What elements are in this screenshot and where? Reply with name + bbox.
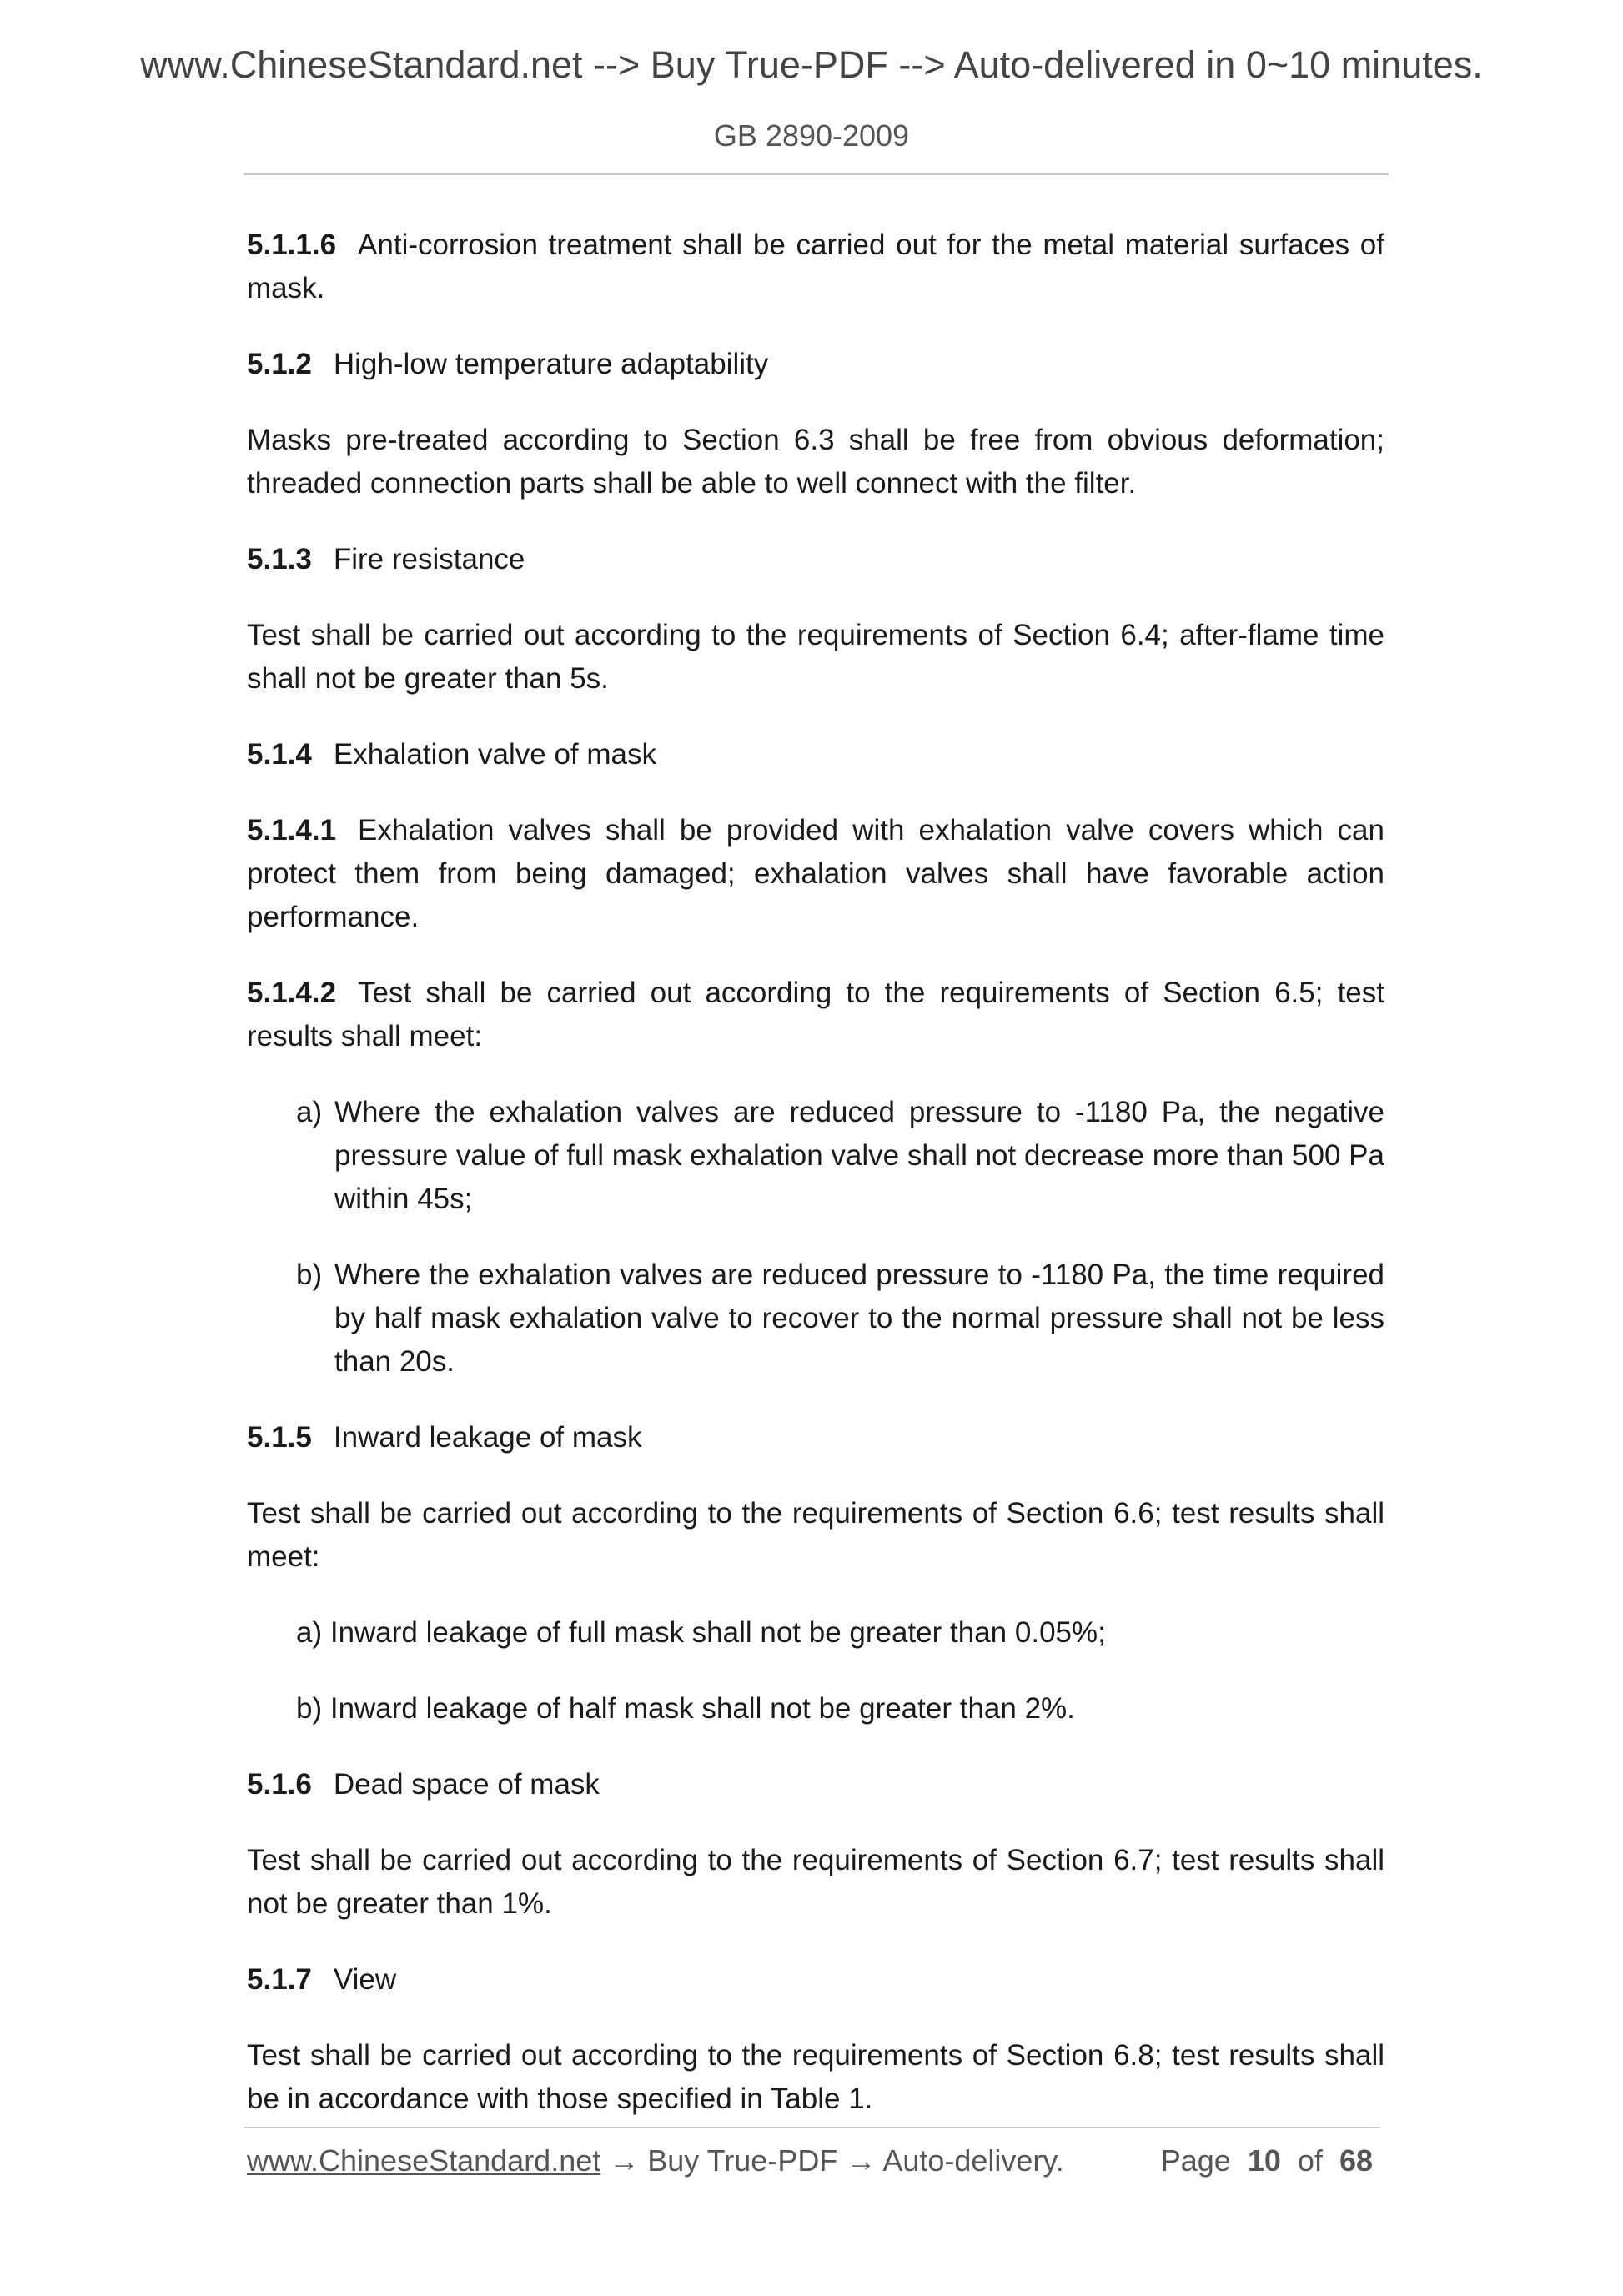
clause-number: 5.1.6 — [247, 1768, 312, 1801]
list-text: Where the exhalation valves are reduced pressure to -1180 Pa, the time required by half mask exhalation valve to recover to the normal pressure shall not be less than 20s. — [334, 1259, 1384, 1378]
document-id: GB 2890-2009 — [713, 118, 910, 153]
clause-number: 5.1.2 — [247, 348, 312, 380]
paragraph-5-1-5: Test shall be carried out according to the requirements of Section 6.6; test results shall meet: — [247, 1497, 1384, 1573]
clause-text: Exhalation valves shall be provided with exhalation valve covers which can protect them from being damaged; exhalation valves shall have favorable action performance. — [247, 814, 1384, 933]
page-content — [247, 224, 1384, 2153]
clause-number: 5.1.1.6 — [247, 229, 337, 261]
page-label: Page — [1160, 2143, 1231, 2178]
paragraph-5-1-6: Test shall be carried out according to the requirements of Section 6.7; test results shall not be greater than 1%. — [247, 1844, 1384, 1920]
footer-site-link[interactable]: www.ChineseStandard.net — [247, 2143, 601, 2178]
clause-5-1-4-1 — [247, 809, 1384, 939]
footer-divider — [244, 2127, 1380, 2128]
list-marker: b) — [296, 1259, 323, 1291]
heading-5-1-2 — [247, 343, 1384, 386]
clause-title: Inward leakage of mask — [333, 1421, 642, 1454]
footer-promo — [247, 2143, 1064, 2178]
page-footer — [247, 2143, 1384, 2193]
of-label: of — [1297, 2143, 1323, 2178]
clause-5-1-4-2 — [247, 972, 1384, 1058]
list-marker: a) — [296, 1096, 323, 1128]
footer-promo-text: → Buy True-PDF → Auto-delivery. — [600, 2143, 1064, 2178]
paragraph-5-1-7: Test shall be carried out according to the requirements of Section 6.8; test results shall be in accordance with those specified in Table 1. — [247, 2039, 1384, 2115]
clause-number: 5.1.3 — [247, 543, 312, 575]
clause-title: High-low temperature adaptability — [333, 348, 769, 380]
paragraph-5-1-3: Test shall be carried out according to the requirements of Section 6.4; after-flame time shall not be greater than 5s. — [247, 619, 1384, 695]
clause-title: Exhalation valve of mask — [333, 738, 656, 771]
heading-5-1-5 — [247, 1416, 1384, 1459]
list-text: Where the exhalation valves are reduced pressure to -1180 Pa, the negative pressure value of full mask exhalation valve shall not decrease more than 500 Pa within 45s; — [334, 1096, 1384, 1215]
list-item: b) Inward leakage of half mask shall not be greater than 2%. — [296, 1692, 1075, 1725]
clause-text: Anti-corrosion treatment shall be carried out for the metal material surfaces of mask. — [247, 229, 1384, 304]
clause-title: Fire resistance — [333, 543, 525, 575]
clause-number: 5.1.4 — [247, 738, 312, 771]
heading-5-1-4 — [247, 733, 1384, 776]
page-total: 68 — [1339, 2143, 1373, 2178]
heading-5-1-7 — [247, 1958, 1384, 2002]
clause-title: Dead space of mask — [333, 1768, 600, 1801]
site-banner: www.ChineseStandard.net --> Buy True-PDF --> Auto-delivered in 0~10 minutes. — [140, 43, 1483, 86]
page-indicator — [1161, 2143, 1373, 2178]
clause-number: 5.1.7 — [247, 1963, 312, 1996]
clause-title: View — [333, 1963, 397, 1996]
list-item: a) Inward leakage of full mask shall not be greater than 0.05%; — [296, 1616, 1106, 1649]
heading-5-1-6 — [247, 1763, 1384, 1806]
heading-5-1-3 — [247, 538, 1384, 581]
clause-number: 5.1.4.1 — [247, 814, 337, 847]
clause-number: 5.1.5 — [247, 1421, 312, 1454]
page-number: 10 — [1247, 2143, 1281, 2178]
paragraph-5-1-2: Masks pre-treated according to Section 6.3 shall be free from obvious deformation; threaded connection parts shall be able to well connect with the filter. — [247, 424, 1384, 500]
list-item — [296, 1091, 1384, 1221]
clause-text: Test shall be carried out according to the requirements of Section 6.5; test results shall meet: — [247, 977, 1384, 1053]
clause-5-1-1-6 — [247, 224, 1384, 310]
clause-number: 5.1.4.2 — [247, 977, 337, 1009]
list-item — [296, 1254, 1384, 1384]
header-divider — [244, 173, 1389, 175]
